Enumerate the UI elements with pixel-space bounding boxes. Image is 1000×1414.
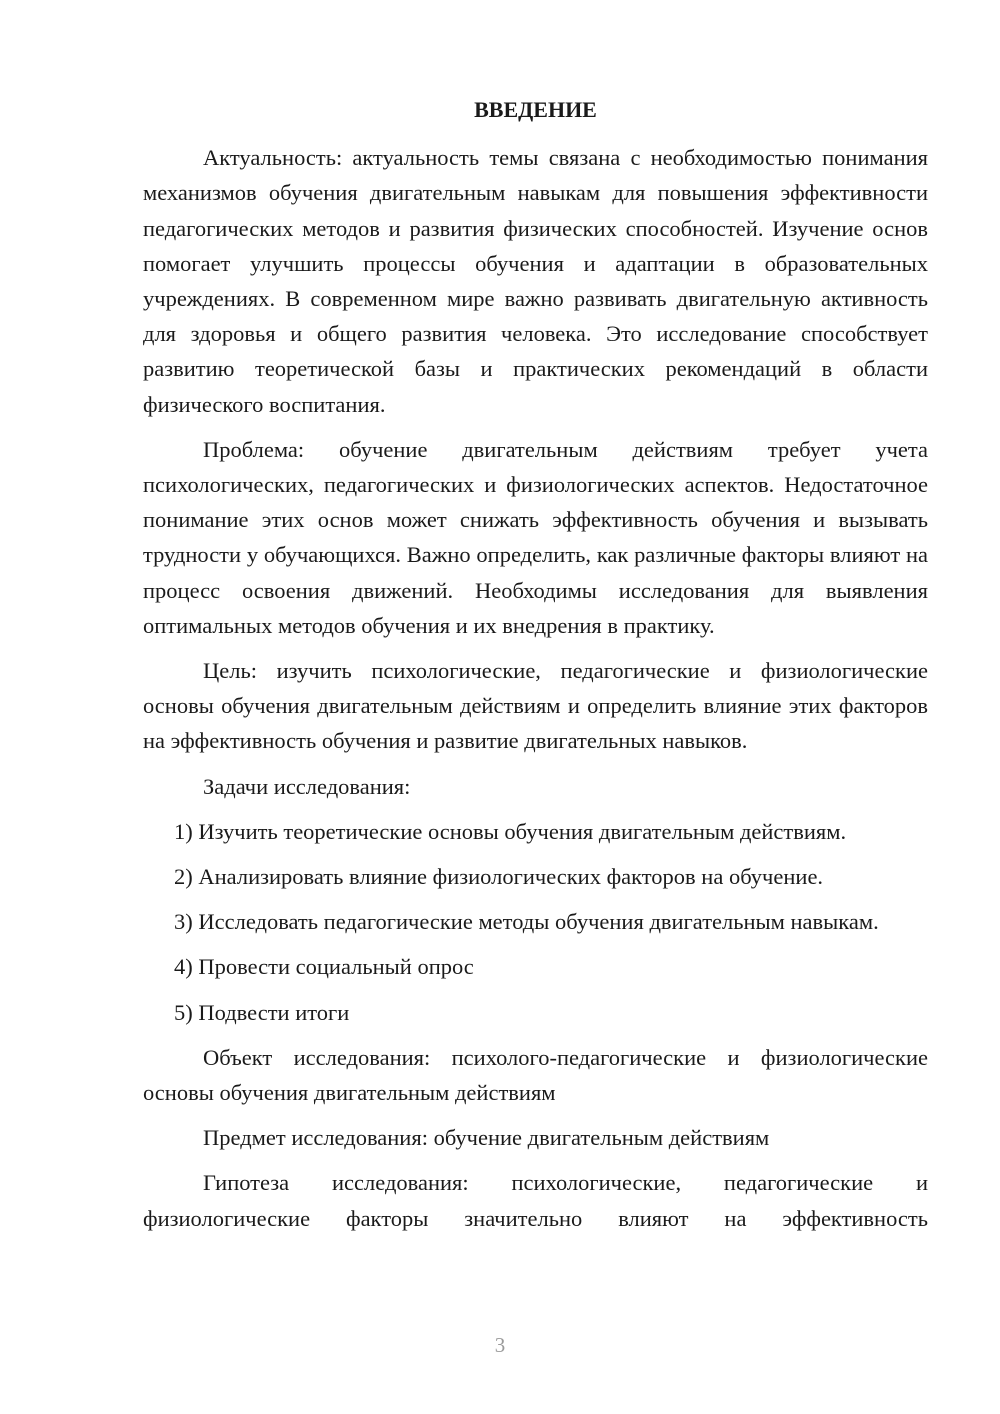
paragraph-hypothesis: Гипотеза исследования: психологические, педагогические и физиологические факторы значительно влияют на эффективность	[143, 1170, 928, 1231]
paragraph-relevance: Актуальность: актуальность темы связана с необходимостью понимания механизмов обучения двигательным навыкам для повышения эффективности педагогических методов и развития физических способностей. Изучение основ помогает улучшить процессы обучения и адаптации в образовательных учреждениях. В современном мире важно развивать двигательную активность для здоровья и общего развития человека. Это исследование способствует развитию теоретической базы и практических рекомендаций в области физического воспитания.	[143, 145, 928, 417]
task-item-4: 4) Провести социальный опрос	[174, 954, 474, 980]
task-item-5: 5) Подвести итоги	[174, 999, 350, 1025]
section-heading: ВВЕДЕНИЕ	[474, 97, 597, 122]
paragraph-subject: Предмет исследования: обучение двигательным действиям	[203, 1125, 770, 1151]
task-item-1: 1) Изучить теоретические основы обучения двигательным действиям.	[174, 818, 847, 844]
tasks-heading: Задачи исследования:	[203, 773, 411, 799]
paragraph-object: Объект исследования: психолого-педагогические и физиологические основы обучения двигательным действиям	[143, 1044, 928, 1106]
paragraph-problem: Проблема: обучение двигательным действиям требует учета психологических, педагогических и физиологических аспектов. Недостаточное понимание этих основ может снижать эффективность обучения и вызывать трудности у обучающихся. Важно определить, как различные факторы влияют на процесс освоения движений. Необходимы исследования для выявления оптимальных методов обучения и их внедрения в практику.	[143, 436, 928, 638]
paragraph-goal: Цель: изучить психологические, педагогические и физиологические основы обучения двигательным действиям и определить влияние этих факторов на эффективность обучения и развитие двигательных навыков.	[143, 658, 928, 754]
task-item-3: 3) Исследовать педагогические методы обучения двигательным навыкам.	[174, 909, 879, 935]
task-item-2: 2) Анализировать влияние физиологических факторов на обучение.	[174, 864, 824, 890]
page-number: 3	[494, 1333, 506, 1357]
page-content	[143, 92, 928, 1246]
